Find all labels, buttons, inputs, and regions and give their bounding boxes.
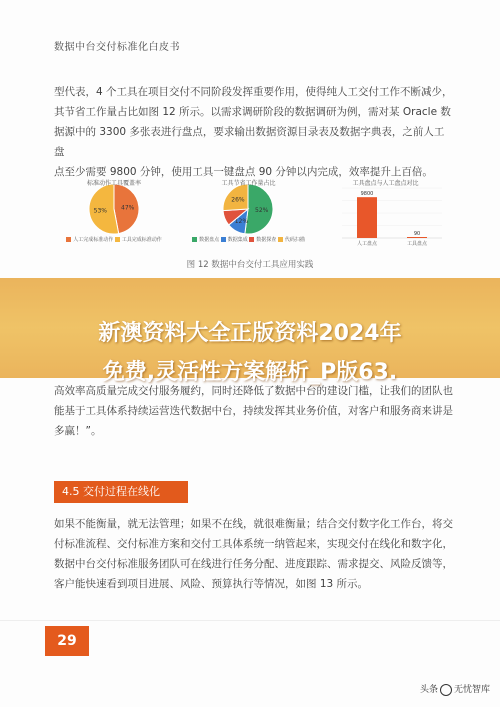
- legend-item: [278, 237, 305, 243]
- chart-savings: [186, 168, 311, 268]
- legend-label: 数据探查: [256, 237, 277, 243]
- chart-title: 标准动作工具覆盖率: [86, 180, 141, 187]
- paragraph-line: 能基于工具体系持续运营迭代数据中台，持续发挥其业务价值，对客户和服务商来讲是: [54, 405, 453, 417]
- bar-value-label: 9800: [360, 191, 374, 198]
- chart-legend: [54, 236, 174, 243]
- paragraph-2: [54, 381, 454, 441]
- watermark-prefix: 头条: [419, 685, 438, 695]
- banner-headline-line2: 免费,灵活性方案解析_P版63.: [102, 360, 398, 385]
- legend-item: [249, 237, 276, 243]
- legend-swatch: [115, 237, 120, 242]
- paragraph-line: 其节省工作量占比如图 12 所示。以需求调研阶段的数据调研为例，需对某 Oracle 数: [54, 106, 451, 118]
- bar: [407, 237, 427, 238]
- legend-swatch: [192, 237, 197, 242]
- legend-swatch: [221, 237, 226, 242]
- paragraph-line: 型代表，4 个工具在项目交付不同阶段发挥重要作用，使得纯人工交付工作不断减少，: [54, 86, 453, 98]
- legend-label: 代码扫描: [284, 237, 305, 243]
- chart-comparison: [322, 168, 449, 268]
- legend-item: [221, 237, 248, 243]
- chart-coverage: [54, 168, 174, 268]
- bar: [357, 197, 377, 238]
- paragraph-line: 付标准流程、交付标准方案和交付工具体系统一纳管起来，实现交付在线化和数字化，: [54, 538, 453, 550]
- legend-item: [192, 237, 219, 243]
- chart-title: 工具节省工作量占比: [221, 180, 276, 187]
- legend-swatch: [278, 237, 283, 242]
- bar-category-label: 人工盘点: [356, 241, 378, 247]
- paragraph-line: 多赢！”。: [54, 425, 102, 437]
- legend-item: [115, 237, 162, 243]
- legend-swatch: [66, 237, 71, 242]
- paragraph-line: 据源中的 3300 多张表进行盘点，要求输出数据资源目录表及数据字典表，之前人工盘: [54, 126, 445, 158]
- paragraph-line: 数据中台交付标准服务团队可在线进行任务分配、进度跟踪、需求提交、风险反馈等，: [54, 558, 453, 570]
- legend-label: 数据集成: [227, 237, 248, 243]
- paragraph-line: 高效率高质量完成交付服务履约，同时还降低了数据中台的建设门槛，让我们的团队也: [54, 385, 453, 397]
- paragraph-line: 客户能快速看到项目进展、风险、预算执行等情况，如图 13 所示。: [54, 578, 369, 590]
- bar-category-label: 工具盘点: [406, 241, 428, 247]
- page-number: 29: [45, 626, 89, 656]
- bar-value-label: 90: [413, 231, 421, 237]
- watermark-logo-icon: [440, 684, 452, 696]
- figure-caption: 图 12 数据中台交付工具应用实践: [186, 260, 314, 270]
- paragraph-line: 点至少需要 9800 分钟，使用工具一键盘点 90 分钟以内完成，效率提升上百倍。: [54, 166, 433, 178]
- legend-swatch: [249, 237, 254, 242]
- footer-divider: [0, 620, 500, 621]
- watermark-name: 无忧智库: [453, 685, 490, 695]
- pie-slice-label: 52%: [255, 206, 269, 214]
- chart-title: 工具盘点与人工盘点对比: [352, 180, 419, 187]
- pie-slice-label: 53%: [93, 207, 107, 215]
- legend-label: 工具完成标准动作: [121, 237, 162, 243]
- running-header: 数据中台交付标准化白皮书: [54, 42, 180, 53]
- paragraph-line: 如果不能衡量，就无法管理；如果不在线，就很难衡量；结合交付数字化工作台，将交: [54, 518, 453, 530]
- pie-slice-label: 47%: [121, 204, 135, 212]
- pie-slice-label: 26%: [231, 196, 245, 204]
- paragraph-1: [54, 82, 454, 182]
- pie-slice-label: 12%: [234, 218, 249, 226]
- source-watermark: [420, 682, 490, 696]
- legend-label: 数据盘点: [199, 237, 220, 243]
- paragraph-3: [54, 514, 454, 594]
- legend-item: [66, 237, 113, 243]
- section-heading: 4.5 交付过程在线化: [54, 481, 188, 503]
- banner-headline-line1: 新澳资料大全正版资料2024年: [98, 321, 402, 346]
- chart-legend: [186, 236, 311, 243]
- legend-label: 人工完成标准动作: [73, 237, 114, 243]
